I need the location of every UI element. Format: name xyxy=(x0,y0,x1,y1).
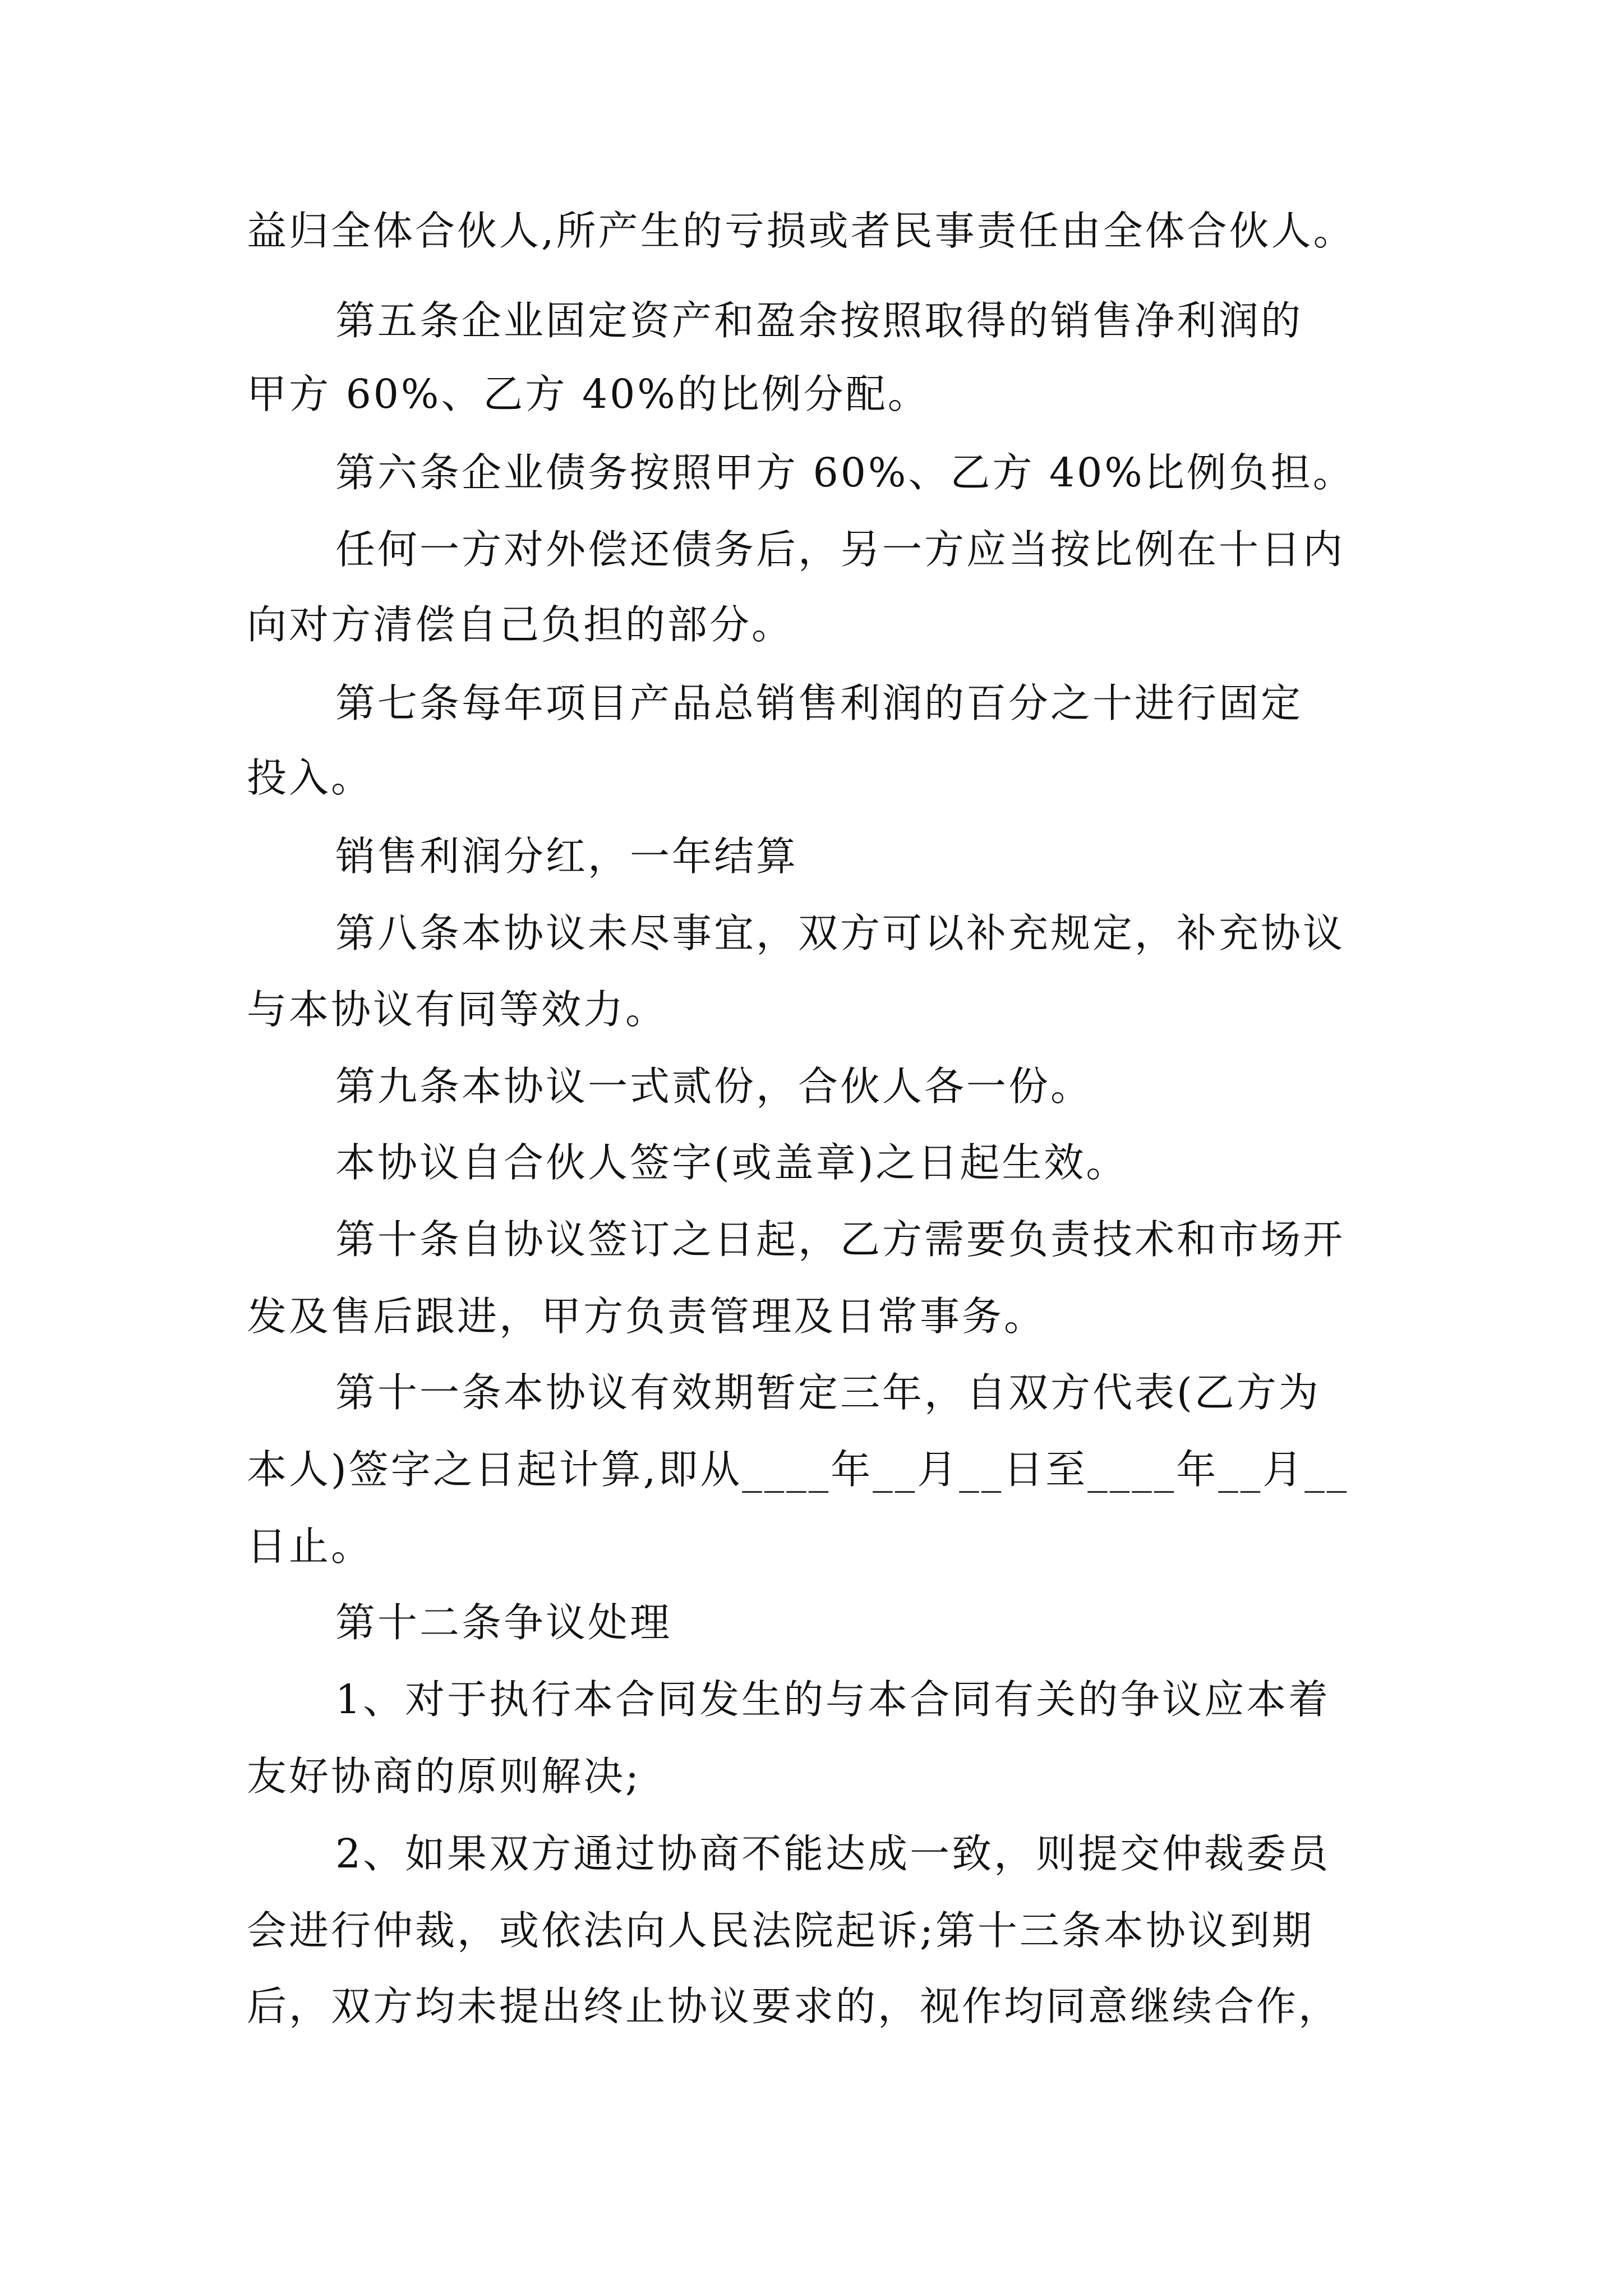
text-line-8: 投入。 xyxy=(247,754,374,801)
text-line-9: 销售利润分红，一年结算 xyxy=(335,833,799,880)
text-line-14: 第十条自协议签订之日起，乙方需要负责技术和市场开 xyxy=(335,1216,1345,1263)
text-line-24: 后，双方均未提出终止协议要求的，视作均同意继续合作， xyxy=(247,1983,1341,2030)
text-line-18: 日止。 xyxy=(247,1523,374,1570)
text-line-3: 甲方 60%、乙方 40%的比例分配。 xyxy=(247,371,930,417)
text-line-6: 向对方清偿自己负担的部分。 xyxy=(247,601,794,648)
text-line-16: 第十一条本协议有效期暂定三年，自双方代表(乙方为 xyxy=(335,1369,1321,1416)
text-line-21: 友好协商的原则解决; xyxy=(247,1753,641,1800)
text-line-23: 会进行仲裁，或依法向人民法院起诉;第十三条本协议到期 xyxy=(247,1907,1314,1954)
text-line-10: 第八条本协议未尽事宜，双方可以补充规定，补充协议 xyxy=(335,910,1345,956)
text-line-2: 第五条企业固定资产和盈余按照取得的销售净利润的 xyxy=(335,297,1303,344)
text-line-19: 第十二条争议处理 xyxy=(335,1599,672,1646)
text-line-5: 任何一方对外偿还债务后，另一方应当按比例在十日内 xyxy=(335,526,1345,573)
text-line-1: 益归全体合伙人,所产生的亏损或者民事责任由全体合伙人。 xyxy=(247,208,1355,254)
text-line-15: 发及售后跟进，甲方负责管理及日常事务。 xyxy=(247,1293,1046,1340)
text-line-4: 第六条企业债务按照甲方 60%、乙方 40%比例负担。 xyxy=(335,449,1355,496)
text-line-22: 2、如果双方通过协商不能达成一致，则提交仲裁委员 xyxy=(335,1830,1331,1877)
text-line-7: 第七条每年项目产品总销售利润的百分之十进行固定 xyxy=(335,680,1303,726)
text-line-20: 1、对于执行本合同发生的与本合同有关的争议应本着 xyxy=(335,1676,1331,1723)
text-line-13: 本协议自合伙人签字(或盖章)之日起生效。 xyxy=(335,1139,1128,1186)
text-line-12: 第九条本协议一式贰份，合伙人各一份。 xyxy=(335,1063,1093,1110)
text-line-17: 本人)签字之日起计算,即从____年__月__日至____年__月__ xyxy=(247,1446,1349,1493)
text-line-11: 与本协议有同等效力。 xyxy=(247,986,668,1033)
